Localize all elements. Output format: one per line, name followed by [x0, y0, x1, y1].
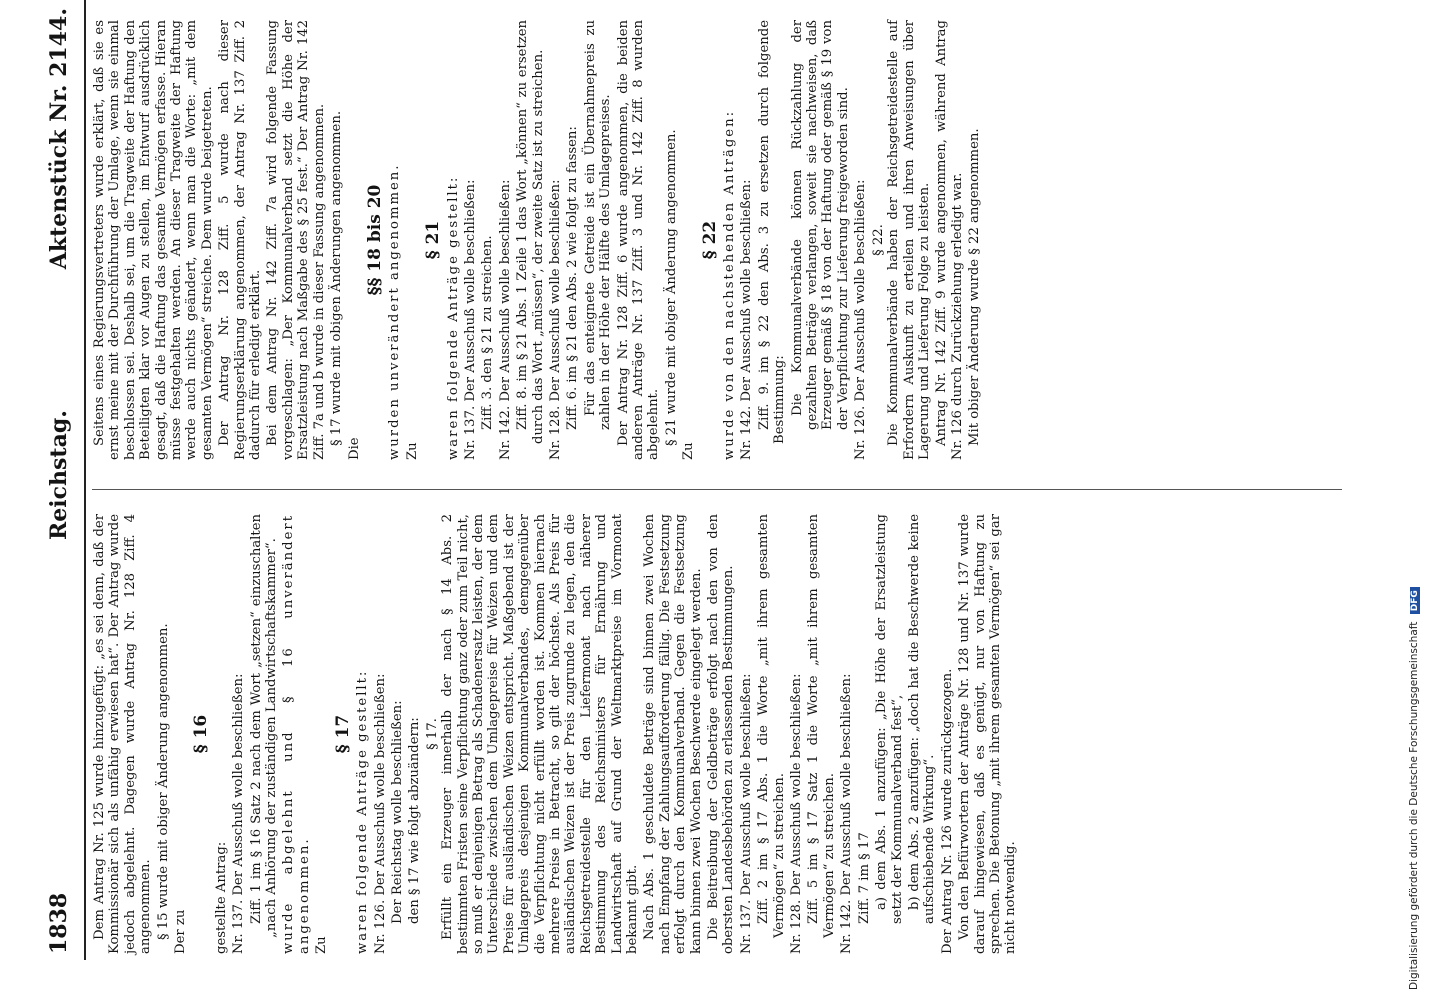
motion-text: Für das enteignete Getreide ist ein Übernahmepreis zu zahlen in der Höhe der Hälfte des Umlagepreises. [582, 20, 614, 430]
credit-text-line [1408, 10, 1420, 990]
motion-line: Nr. 137. Der Ausschuß wolle beschließen: [231, 673, 247, 954]
paragraph: waren folgende Anträge gestellt: [355, 669, 371, 954]
section-heading-22: § 22 [699, 220, 720, 260]
paragraph: Von den Befürwortern der Anträge Nr. 128 und Nr. 137 wurde darauf hingewiesen, daß es genügt, nur von Haftung zu sprechen. Die Betonung „mit ihrem gesamten Vermögen“ sei gar nicht notwendig. [957, 514, 1019, 954]
left-column [92, 514, 1021, 954]
motion-line: Der Reichstag wolle beschließen: [389, 700, 405, 924]
paragraph: Die Beitreibung der Geldbeträge erfolgt nach den von den obersten Landesbehörden zu erlassenden Bestimmungen. [706, 514, 737, 954]
paragraph: § 17 wurde mit obigen Änderungen angenommen. [329, 110, 345, 446]
motion-text: Die Kommunalverbände können Rückzahlung der gezahlten Beträge verlangen, soweit sie nachweisen, daß Erzeuger gemäß § 18 von der Haftung oder gemäß § 19 von der Verpflichtung zur Lieferung freigeworden sind. [789, 20, 851, 430]
document-number: Aktenstück Nr. 2144. [46, 8, 72, 270]
paragraph: wurde abgelehnt und § 16 unverändert angenommen. [281, 514, 312, 954]
motion-line: Nr. 126. Der Ausschuß wolle beschließen: [853, 179, 869, 460]
motion-line: Nr. 142. Der Ausschuß wolle beschließen: [739, 179, 755, 460]
section-heading-18-20: §§ 18 bis 20 [364, 184, 385, 296]
dfg-logo: DFG [1410, 587, 1420, 614]
inner-section-title: § 17. [424, 718, 440, 750]
paragraph: Mit obiger Änderung wurde § 22 angenommen. [967, 128, 983, 446]
paragraph: Seitens eines Regierungsvertreters wurde erklärt, daß sie es ernst meine mit der Durchführung der Umlage, wenn sie einmal beschlossen sei. Deshalb sei, um die Tragweite der Haftung den Beteiligten klar vor Augen zu stellen, im Entwurf ausdrücklich gesagt, daß die Haftung das gesamte Vermögen erfasse. Hieran müsse festgehalten werden. An dieser Tragweite der Haftung werde auch nichts geändert, wenn man die Worte: „mit dem gesamten Vermögen“ streiche. Dem wurde beigetreten. [92, 20, 215, 460]
motion-line: Nr. 128. Der Ausschuß wolle beschließen: [789, 673, 805, 954]
motion-line: Nr. 137. Der Ausschuß wolle beschließen: [738, 673, 754, 954]
digitization-credit [1404, 10, 1428, 990]
motion-line: Nr. 128. Der Ausschuß wolle beschließen: [547, 179, 563, 460]
credit-text: Digitalisierung gefördert durch die Deutsche Forschungsgemeinschaft [1408, 621, 1420, 990]
paragraph: Zu [314, 936, 330, 954]
motion-line: Nr. 137. Der Ausschuß wolle beschließen: [462, 179, 478, 460]
paragraph: Zu [681, 442, 697, 460]
paragraph: Dem Antrag Nr. 125 wurde hinzugefügt: „es sei denn, daß der Kommissionär sich als unfähig erwiesen hat“. Der Antrag wurde jedoch abgelehnt. Dagegen wurde Antrag Nr. 128 Ziff. 4 angenommen. [92, 514, 154, 954]
page-number: 1838 [46, 892, 72, 954]
paragraph: wurden unverändert angenommen. [387, 163, 403, 460]
section-heading-17: § 17 [332, 714, 353, 754]
paragraph: waren folgende Anträge gestellt: [445, 175, 461, 460]
inner-section-title: § 22. [870, 224, 886, 256]
motion-text: b) dem Abs. 2 anzufügen: „doch hat die Beschwerde keine aufschiebende Wirkung“. [906, 514, 938, 924]
paragraph: Die Kommunalverbände haben der Reichsgetreidestelle auf Erfordern Auskunft zu erteilen und ihren Anweisungen über Lagerung und Lieferung Folge zu leisten. [886, 20, 932, 460]
motion-text: Ziff. 6. im § 21 den Abs. 2 wie folgt zu fassen: [565, 126, 581, 430]
header-title: Reichstag. [46, 410, 72, 540]
paragraph: Zu [404, 442, 420, 460]
paragraph: Die [346, 437, 362, 460]
motion-line: Nr. 142. Der Ausschuß wolle beschließen: [497, 179, 513, 460]
rotated-document-page [40, 0, 1350, 960]
paragraph: Der Antrag Nr. 128 Ziff. 6 wurde angenommen, die beiden anderen Anträge Nr. 137 Ziff. 3 und Nr. 142 Ziff. 8 wurden abgelehnt. [615, 20, 662, 460]
paragraph: wurde von den nachstehenden Anträgen: [722, 109, 738, 460]
motion-text: Ziff. 3. den § 21 zu streichen. [480, 235, 496, 430]
paragraph: Der Antrag Nr. 126 wurde zurückgezogen. [939, 668, 955, 954]
paragraph: Der Antrag Nr. 128 Ziff. 5 wurde nach dieser Regierungserklärung angenommen, der Antrag Nr. 137 Ziff. 2 dadurch für erledigt erklärt. [217, 20, 264, 460]
motion-text: Ziff. 2 im § 17 Abs. 1 die Worte „mit ihrem gesamten Vermögen“ zu streichen. [756, 514, 787, 938]
motion-text: Ziff. 8. im § 21 Abs. 1 Zeile 1 das Wort „können“ zu ersetzen durch das Wort „müssen“, der zweite Satz ist zu streichen. [515, 20, 546, 444]
section-heading-21: § 21 [423, 220, 444, 260]
paragraph: Antrag Nr. 142 Ziff. 9 wurde angenommen, während Antrag Nr. 126 durch Zurückziehung erledigt war. [934, 20, 965, 460]
running-header [44, 0, 86, 960]
paragraph: Erfüllt ein Erzeuger innerhalb der nach § 14 Abs. 2 bestimmten Fristen seine Verpflichtung ganz oder zum Teil nicht, so muß er denjenigen Betrag als Schadenersatz leisten, der dem Unterschiede zwischen dem Umlagepreise für Weizen und dem Preise für ausländischen Weizen entspricht. Maßgebend ist der Umlagepreis desjenigen Kommunalverbandes, demgegenüber die Verpflichtung nicht erfüllt worden ist. Kommen hiernach mehrere Preise in Betracht, so gilt der höchste. Als Preis für ausländischen Weizen ist der Preis zugrunde zu legen, den die Reichsgetreidestelle für den Liefermonat nach näherer Bestimmung des Reichsministers für Ernährung und Landwirtschaft auf Grund der Weltmarktpreise im Vormonat bekannt gibt. [440, 514, 640, 954]
motion-line: Nr. 142. Der Ausschuß wolle beschließen: [839, 673, 855, 954]
column-divider [92, 489, 1342, 490]
right-column [92, 20, 985, 460]
motion-text: Ziff. 1 im § 16 Satz 2 nach dem Wort „setzen“ einzuschalten „nach Anhörung der zuständigen Landwirtschaftskammer“. [248, 514, 280, 938]
motion-line: den § 17 wie folgt abzuändern: [407, 717, 423, 924]
section-heading-16: § 16 [191, 714, 212, 754]
paragraph: gestellte Antrag: [213, 841, 229, 954]
paragraph: Nach Abs. 1 geschuldete Beträge sind binnen zwei Wochen nach Empfang der Zahlungsaufforderung fällig. Die Festsetzung erfolgt durch den Kommunalverband. Gegen die Festsetzung kann binnen zwei Wochen Beschwerde eingelegt werden. [642, 514, 704, 954]
motion-line: Nr. 126. Der Ausschuß wolle beschließen: [372, 673, 388, 954]
paragraph: Der zu [173, 909, 189, 954]
paragraph: § 15 wurde mit obiger Änderung angenommen. [155, 623, 171, 940]
paragraph: § 21 wurde mit obiger Änderung angenommen. [663, 129, 679, 446]
motion-text: Ziff. 7 im § 17 [856, 832, 872, 924]
motion-text: Ziff. 9. im § 22 den Abs. 3 zu ersetzen durch folgende Bestimmung: [756, 20, 788, 444]
motion-text: Ziff. 5 im § 17 Satz 1 die Worte „mit ihrem gesamten Vermögen“ zu streichen. [806, 514, 837, 938]
paragraph: Bei dem Antrag Nr. 142 Ziff. 7a wird folgende Fassung vorgeschlagen: „Der Kommunalverband setzt die Höhe der Ersatzleistung nach Maßgabe des § 25 fest.“ Der Antrag Nr. 142 Ziff. 7a und b wurde in dieser Fassung angenommen. [265, 20, 327, 460]
motion-text: a) dem Abs. 1 anzufügen: „Die Höhe der Ersatzleistung setzt der Kommunalverband fest“, [874, 514, 905, 924]
